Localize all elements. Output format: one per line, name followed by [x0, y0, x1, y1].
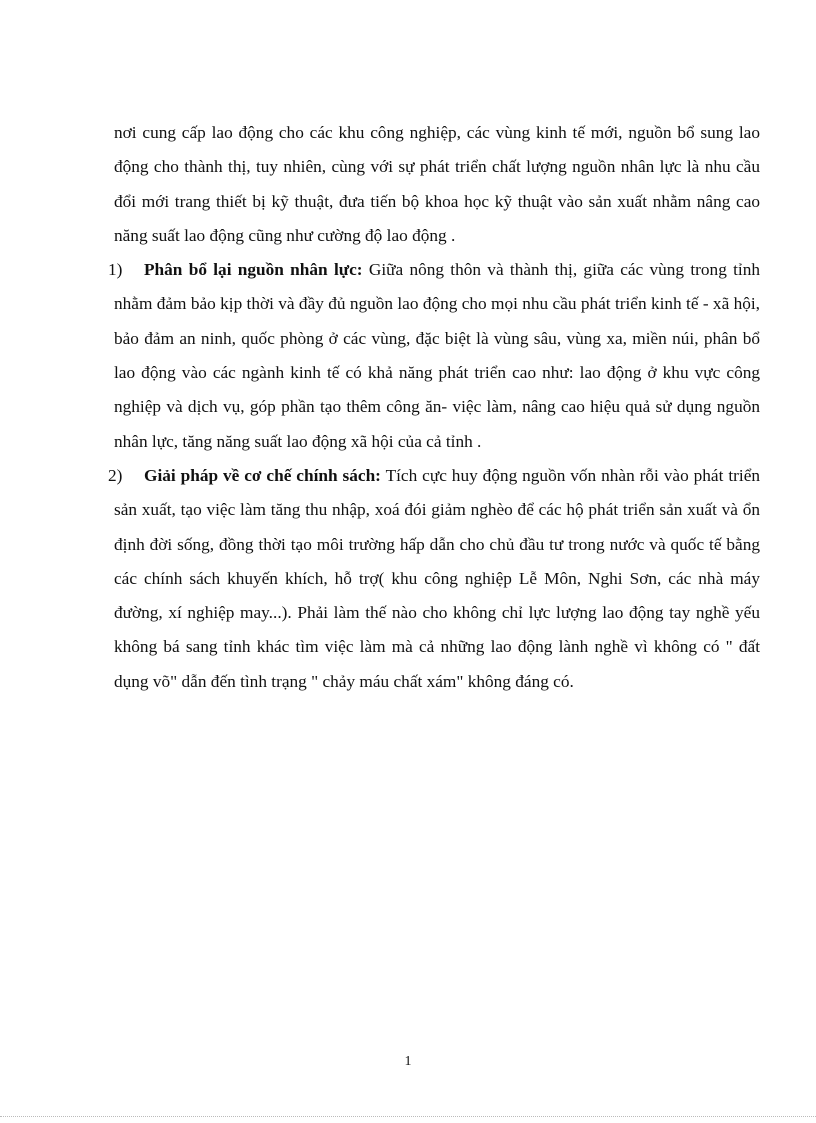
list-text: Tích cực huy động nguồn vốn nhàn rỗi vào phát triển sản xuất, tạo việc làm tăng thu nhập, xoá đói giảm nghèo để các hộ phát triển sản xuất và ổn định đời sống, đồng thời tạo môi trường hấp dẫn cho chủ đầu tư trong nước và quốc tế bằng các chính sách khuyến khích, hỗ trợ( khu công nghiệp Lễ Môn, Nghi Sơn, các nhà máy đường, xí nghiệp may...). Phải làm thế nào cho không chỉ lực lượng lao động tay nghề yếu không bá sang tỉnh khác tìm việc làm mà cả những lao động lành nghề vì không có " đất dụng võ" dẫn đến tình trạng " chảy máu chất xám" không đáng có.	[114, 465, 761, 691]
list-item-1	[108, 253, 761, 459]
list-heading: Giải pháp về cơ chế chính sách:	[144, 465, 381, 485]
page-bottom-divider	[0, 1116, 816, 1117]
page-number: 1	[404, 1054, 412, 1069]
list-text: Giữa nông thôn và thành thị, giữa các vùng trong tỉnh nhằm đảm bảo kịp thời và đầy đủ nguồn lao động cho mọi nhu cầu phát triển kinh tế - xã hội, bảo đảm an ninh, quốc phòng ở các vùng, đặc biệt là vùng sâu, vùng xa, miền núi, phân bổ lao động vào các ngành kinh tế có khả năng phát triển cao như: lao động ở khu vực công nghiệp và dịch vụ, góp phần tạo thêm công ăn- việc làm, nâng cao hiệu quả sử dụng nguồn nhân lực, tăng năng suất lao động xã hội của cả tỉnh .	[114, 260, 761, 451]
list-heading: Phân bổ lại nguồn nhân lực:	[144, 260, 363, 280]
list-item-2	[108, 459, 761, 699]
list-number: 1)	[108, 260, 123, 280]
document-body	[108, 116, 761, 699]
list-body	[114, 253, 760, 459]
intro-paragraph: nơi cung cấp lao động cho các khu công nghiệp, các vùng kinh tế mới, nguồn bổ sung lao động cho thành thị, tuy nhiên, cùng với sự phát triển chất lượng nguồn nhân lực là nhu cầu đổi mới trang thiết bị kỹ thuật, đưa tiến bộ khoa học kỹ thuật vào sản xuất nhằm nâng cao năng suất lao động cũng như cường độ lao động .	[114, 123, 760, 245]
list-number: 2)	[108, 465, 123, 485]
list-body	[114, 459, 760, 699]
